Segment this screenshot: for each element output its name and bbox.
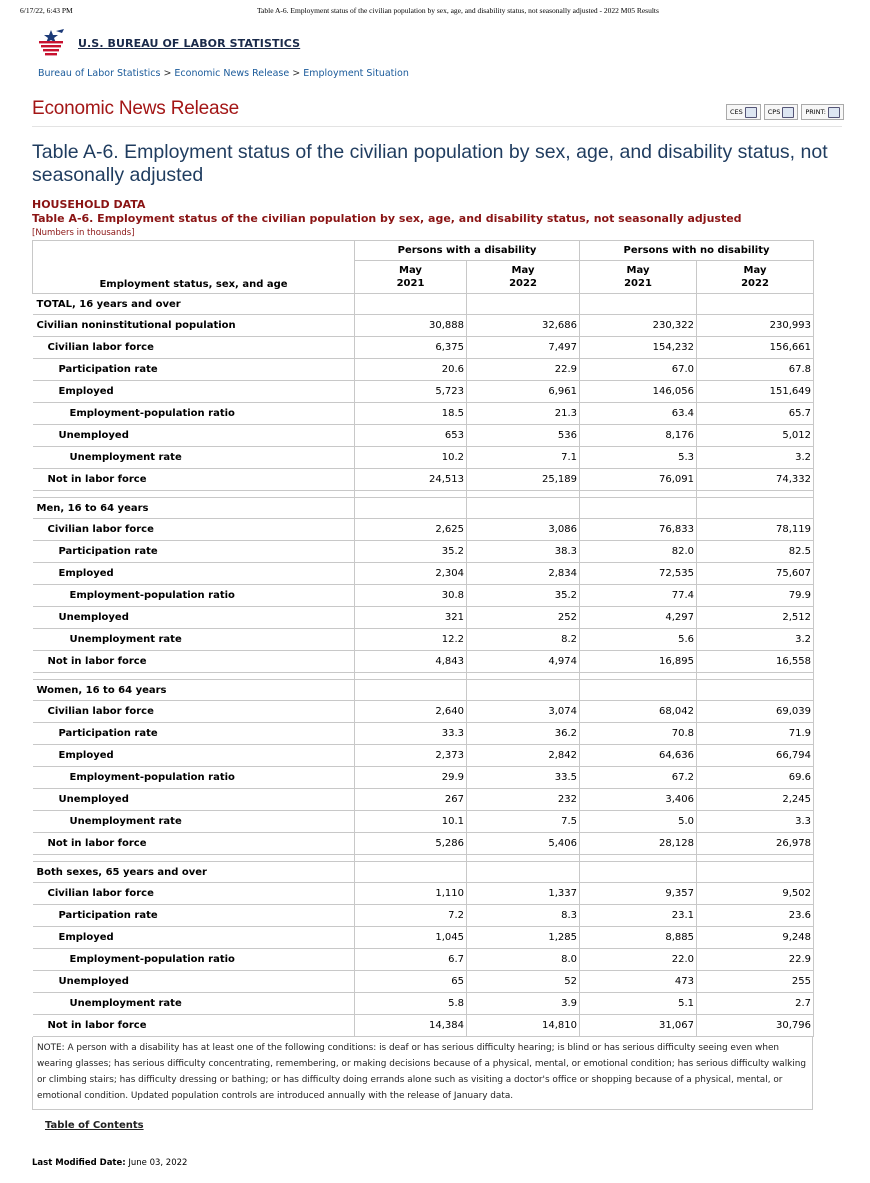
table-cell: 38.3 — [467, 541, 580, 563]
breadcrumb-link-news-release[interactable]: Economic News Release — [174, 68, 290, 79]
site-name-link[interactable]: U.S. BUREAU OF LABOR STATISTICS — [78, 36, 301, 50]
table-row — [33, 651, 814, 673]
group-header-disability: Persons with a disability — [355, 241, 580, 261]
table-cell: 65.7 — [697, 403, 814, 425]
ces-label: CES — [729, 108, 743, 116]
table-cell: 2,245 — [697, 789, 814, 811]
table-cell: 30,796 — [697, 1015, 814, 1037]
section-header-row — [33, 498, 814, 519]
row-label: Not in labor force — [33, 651, 355, 673]
row-label: Employment-population ratio — [33, 585, 355, 607]
table-cell: 2,640 — [355, 701, 467, 723]
row-label: Employment-population ratio — [33, 949, 355, 971]
table-cell: 3.2 — [697, 629, 814, 651]
section-header-row — [33, 294, 814, 315]
column-header-month: May — [743, 265, 767, 276]
table-row — [33, 403, 814, 425]
table-cell: 5,723 — [355, 381, 467, 403]
table-cell: 3,074 — [467, 701, 580, 723]
table-cell: 6.7 — [355, 949, 467, 971]
table-cell: 35.2 — [467, 585, 580, 607]
section-title: Women, 16 to 64 years — [33, 680, 355, 701]
column-header-year: 2022 — [741, 278, 769, 289]
row-label: Employed — [33, 563, 355, 585]
row-label: Unemployed — [33, 425, 355, 447]
table-cell: 255 — [697, 971, 814, 993]
column-header — [580, 261, 697, 294]
table-row — [33, 585, 814, 607]
row-label: Participation rate — [33, 359, 355, 381]
table-cell: 5.3 — [580, 447, 697, 469]
column-header — [467, 261, 580, 294]
table-cell: 10.1 — [355, 811, 467, 833]
row-label: Civilian noninstitutional population — [33, 315, 355, 337]
table-cell: 4,974 — [467, 651, 580, 673]
table-row — [33, 993, 814, 1015]
table-row — [33, 563, 814, 585]
table-cell: 2,834 — [467, 563, 580, 585]
print-title: Table A-6. Employment status of the civilian population by sex, age, and disability status, not seasonally adjusted - 2022 M05 Results — [257, 6, 659, 15]
section-header-row — [33, 862, 814, 883]
table-cell: 151,649 — [697, 381, 814, 403]
table-cell: 8,885 — [580, 927, 697, 949]
row-label: Participation rate — [33, 541, 355, 563]
section-spacer — [33, 491, 814, 498]
table-cell: 9,357 — [580, 883, 697, 905]
last-modified-date: June 03, 2022 — [128, 1158, 188, 1168]
table-cell: 16,558 — [697, 651, 814, 673]
table-cell: 28,128 — [580, 833, 697, 855]
table-row — [33, 629, 814, 651]
table-cell: 5,286 — [355, 833, 467, 855]
table-row — [33, 811, 814, 833]
row-label: Civilian labor force — [33, 519, 355, 541]
table-row — [33, 905, 814, 927]
table-row — [33, 971, 814, 993]
table-cell: 74,332 — [697, 469, 814, 491]
table-cell: 24,513 — [355, 469, 467, 491]
table-cell: 12.2 — [355, 629, 467, 651]
data-table — [32, 240, 814, 1037]
table-cell: 23.6 — [697, 905, 814, 927]
column-header — [355, 261, 467, 294]
table-cell: 473 — [580, 971, 697, 993]
print-label: PRINT: — [805, 108, 826, 116]
table-cell: 25,189 — [467, 469, 580, 491]
table-cell: 252 — [467, 607, 580, 629]
table-cell: 14,810 — [467, 1015, 580, 1037]
table-cell: 3.2 — [697, 447, 814, 469]
table-cell: 1,285 — [467, 927, 580, 949]
site-logo[interactable] — [36, 28, 300, 58]
row-label: Civilian labor force — [33, 701, 355, 723]
table-cell: 230,993 — [697, 315, 814, 337]
table-cell: 71.9 — [697, 723, 814, 745]
breadcrumb-separator-icon: > — [163, 68, 172, 79]
table-row — [33, 359, 814, 381]
group-header-no-disability: Persons with no disability — [580, 241, 814, 261]
table-row — [33, 745, 814, 767]
row-label: Unemployment rate — [33, 811, 355, 833]
data-table-container — [32, 240, 813, 1110]
table-cell: 267 — [355, 789, 467, 811]
table-row — [33, 607, 814, 629]
household-data-label: HOUSEHOLD DATA — [32, 198, 146, 211]
table-row — [33, 701, 814, 723]
table-cell: 3,086 — [467, 519, 580, 541]
column-header-year: 2021 — [396, 278, 425, 289]
table-cell: 5,012 — [697, 425, 814, 447]
table-cell: 7.1 — [467, 447, 580, 469]
section-title: Economic News Release — [32, 98, 239, 119]
ces-button[interactable] — [726, 104, 761, 120]
table-cell: 36.2 — [467, 723, 580, 745]
table-cell: 76,833 — [580, 519, 697, 541]
table-cell: 10.2 — [355, 447, 467, 469]
table-cell: 33.3 — [355, 723, 467, 745]
table-cell: 31,067 — [580, 1015, 697, 1037]
table-row — [33, 469, 814, 491]
table-cell: 76,091 — [580, 469, 697, 491]
column-header-month: May — [626, 265, 650, 276]
section-title: TOTAL, 16 years and over — [33, 294, 355, 315]
breadcrumb-link-bls[interactable]: Bureau of Labor Statistics — [38, 68, 161, 79]
cps-label: CPS — [767, 108, 781, 116]
table-cell: 2.7 — [697, 993, 814, 1015]
table-cell: 2,842 — [467, 745, 580, 767]
table-cell: 5.6 — [580, 629, 697, 651]
table-cell: 2,625 — [355, 519, 467, 541]
table-cell: 22.9 — [467, 359, 580, 381]
row-label: Not in labor force — [33, 469, 355, 491]
table-cell: 65 — [355, 971, 467, 993]
section-spacer — [33, 673, 814, 680]
table-cell: 22.9 — [697, 949, 814, 971]
table-row — [33, 315, 814, 337]
table-cell: 21.3 — [467, 403, 580, 425]
table-cell: 6,961 — [467, 381, 580, 403]
section-title: Men, 16 to 64 years — [33, 498, 355, 519]
row-label: Unemployment rate — [33, 993, 355, 1015]
table-cell: 1,337 — [467, 883, 580, 905]
table-cell: 2,373 — [355, 745, 467, 767]
print-timestamp: 6/17/22, 6:43 PM — [20, 6, 73, 15]
table-cell: 75,607 — [697, 563, 814, 585]
column-header — [697, 261, 814, 294]
table-cell: 20.6 — [355, 359, 467, 381]
row-label: Unemployed — [33, 789, 355, 811]
table-cell: 4,297 — [580, 607, 697, 629]
table-row — [33, 541, 814, 563]
table-cell: 23.1 — [580, 905, 697, 927]
table-cell: 35.2 — [355, 541, 467, 563]
table-cell: 156,661 — [697, 337, 814, 359]
table-cell: 5.8 — [355, 993, 467, 1015]
table-note: NOTE: A person with a disability has at least one of the following conditions: is deaf or has serious difficulty hearing; is blind or has serious difficulty seeing even when wearing glasses; has serious difficulty concentrating, remembering, or making decisions because of a physical, mental, or emotional condition; has serious difficulty walking or climbing stairs; has difficulty dressing or bathing; or has difficulty doing errands alone such as visiting a doctor's office or shopping because of a physical, mental, or emotional condition. Updated population controls are introduced annually with the release of January data. — [32, 1037, 813, 1110]
table-cell: 6,375 — [355, 337, 467, 359]
row-label: Employed — [33, 381, 355, 403]
column-header-month: May — [399, 265, 422, 276]
table-cell: 7,497 — [467, 337, 580, 359]
table-row — [33, 1015, 814, 1037]
table-caption: Table A-6. Employment status of the civilian population by sex, age, and disability status, not seasonally adjusted — [32, 212, 742, 225]
table-cell: 146,056 — [580, 381, 697, 403]
column-header-year: 2022 — [509, 278, 537, 289]
print-button[interactable] — [801, 104, 844, 120]
table-cell: 5,406 — [467, 833, 580, 855]
table-row — [33, 337, 814, 359]
breadcrumb — [38, 68, 409, 79]
table-cell: 70.8 — [580, 723, 697, 745]
row-label: Employed — [33, 745, 355, 767]
row-label: Civilian labor force — [33, 883, 355, 905]
breadcrumb-separator-icon: > — [292, 68, 301, 79]
table-cell: 26,978 — [697, 833, 814, 855]
table-of-contents-link[interactable]: Table of Contents — [45, 1120, 144, 1131]
section-spacer — [33, 855, 814, 862]
table-cell: 29.9 — [355, 767, 467, 789]
table-cell: 22.0 — [580, 949, 697, 971]
table-cell: 2,304 — [355, 563, 467, 585]
table-cell: 536 — [467, 425, 580, 447]
table-cell: 78,119 — [697, 519, 814, 541]
table-cell: 8.3 — [467, 905, 580, 927]
table-cell: 2,512 — [697, 607, 814, 629]
table-row — [33, 883, 814, 905]
last-modified-label: Last Modified Date: — [32, 1158, 126, 1168]
toolbar — [726, 104, 844, 120]
table-row — [33, 949, 814, 971]
last-modified — [32, 1158, 187, 1168]
row-label: Employed — [33, 927, 355, 949]
table-cell: 66,794 — [697, 745, 814, 767]
table-cell: 18.5 — [355, 403, 467, 425]
row-label: Unemployment rate — [33, 629, 355, 651]
table-cell: 82.0 — [580, 541, 697, 563]
table-cell: 16,895 — [580, 651, 697, 673]
divider — [32, 126, 842, 127]
table-cell: 64,636 — [580, 745, 697, 767]
table-row — [33, 381, 814, 403]
table-cell: 4,843 — [355, 651, 467, 673]
table-cell: 68,042 — [580, 701, 697, 723]
table-cell: 30,888 — [355, 315, 467, 337]
table-cell: 8,176 — [580, 425, 697, 447]
cps-button[interactable] — [764, 104, 799, 120]
table-cell: 3.9 — [467, 993, 580, 1015]
table-cell: 72,535 — [580, 563, 697, 585]
table-cell: 5.1 — [580, 993, 697, 1015]
table-row — [33, 767, 814, 789]
breadcrumb-link-employment-situation[interactable]: Employment Situation — [303, 68, 409, 79]
table-cell: 3,406 — [580, 789, 697, 811]
table-row — [33, 447, 814, 469]
section-title: Both sexes, 65 years and over — [33, 862, 355, 883]
table-cell: 82.5 — [697, 541, 814, 563]
row-label: Unemployed — [33, 971, 355, 993]
section-header-row — [33, 680, 814, 701]
table-row — [33, 723, 814, 745]
row-label: Participation rate — [33, 723, 355, 745]
table-cell: 79.9 — [697, 585, 814, 607]
column-header-month: May — [511, 265, 535, 276]
document-icon — [782, 107, 794, 118]
table-cell: 9,502 — [697, 883, 814, 905]
printer-icon — [828, 107, 840, 118]
table-cell: 67.2 — [580, 767, 697, 789]
row-label: Civilian labor force — [33, 337, 355, 359]
table-cell: 69.6 — [697, 767, 814, 789]
table-cell: 7.5 — [467, 811, 580, 833]
bls-flag-icon — [36, 29, 66, 57]
table-cell: 33.5 — [467, 767, 580, 789]
table-cell: 1,045 — [355, 927, 467, 949]
table-cell: 230,322 — [580, 315, 697, 337]
table-cell: 77.4 — [580, 585, 697, 607]
table-row — [33, 789, 814, 811]
table-cell: 32,686 — [467, 315, 580, 337]
table-cell: 14,384 — [355, 1015, 467, 1037]
column-header-year: 2021 — [624, 278, 652, 289]
table-cell: 5.0 — [580, 811, 697, 833]
table-cell: 8.2 — [467, 629, 580, 651]
document-icon — [745, 107, 757, 118]
table-row — [33, 519, 814, 541]
table-cell: 9,248 — [697, 927, 814, 949]
table-cell: 232 — [467, 789, 580, 811]
table-row — [33, 833, 814, 855]
stub-header: Employment status, sex, and age — [33, 241, 355, 294]
row-label: Not in labor force — [33, 1015, 355, 1037]
table-cell: 69,039 — [697, 701, 814, 723]
table-cell: 3.3 — [697, 811, 814, 833]
table-row — [33, 425, 814, 447]
table-cell: 7.2 — [355, 905, 467, 927]
page-title: Table A-6. Employment status of the civilian population by sex, age, and disability status, not seasonally adjusted — [32, 141, 828, 186]
table-cell: 67.0 — [580, 359, 697, 381]
row-label: Not in labor force — [33, 833, 355, 855]
table-cell: 67.8 — [697, 359, 814, 381]
table-cell: 8.0 — [467, 949, 580, 971]
units-note: [Numbers in thousands] — [32, 228, 135, 238]
table-cell: 63.4 — [580, 403, 697, 425]
table-cell: 30.8 — [355, 585, 467, 607]
table-cell: 1,110 — [355, 883, 467, 905]
table-row — [33, 927, 814, 949]
row-label: Unemployment rate — [33, 447, 355, 469]
row-label: Participation rate — [33, 905, 355, 927]
table-cell: 52 — [467, 971, 580, 993]
row-label: Unemployed — [33, 607, 355, 629]
table-cell: 653 — [355, 425, 467, 447]
table-cell: 321 — [355, 607, 467, 629]
row-label: Employment-population ratio — [33, 767, 355, 789]
row-label: Employment-population ratio — [33, 403, 355, 425]
table-cell: 154,232 — [580, 337, 697, 359]
